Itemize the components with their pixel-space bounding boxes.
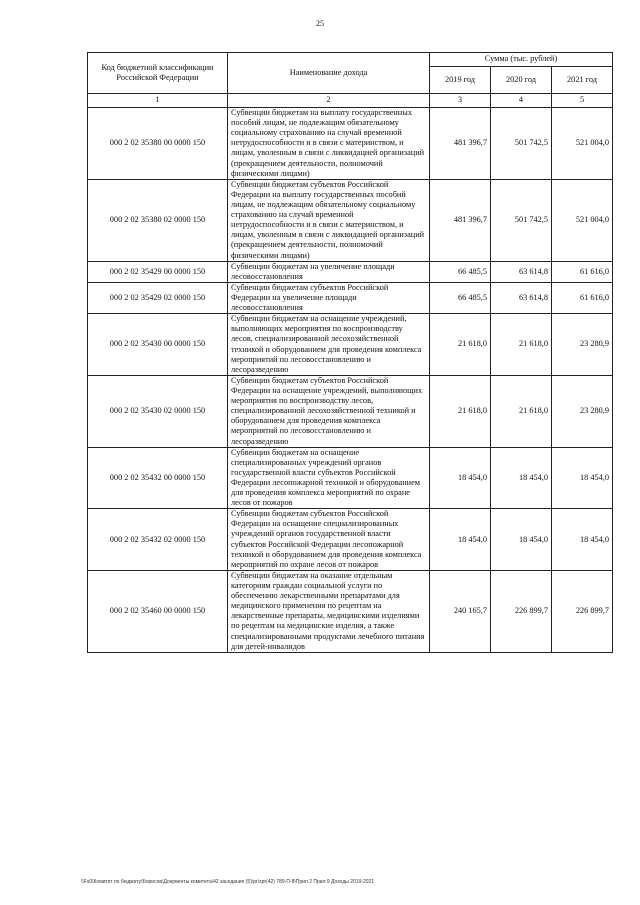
column-number: 5	[552, 94, 613, 108]
row-value-2021: 18 454,0	[552, 447, 613, 509]
row-code: 000 2 02 35429 00 0000 150	[88, 261, 228, 282]
row-value-2021: 226 899,7	[552, 570, 613, 652]
column-number: 3	[430, 94, 491, 108]
row-value-2020: 226 899,7	[491, 570, 552, 652]
row-value-2019: 481 396,7	[430, 108, 491, 180]
row-value-2019: 18 454,0	[430, 447, 491, 509]
file-path-footer: \\Fs0\Комитет по бюджету\Борисов\Документы комитета\42 заседание (5)\pr\zpr(42) 789-П-8\Прил 2 Прил 9 Доходы 2019-2021	[81, 879, 375, 885]
revenue-table	[87, 52, 613, 653]
row-value-2020: 63 614,8	[491, 261, 552, 282]
table-row	[88, 447, 613, 509]
row-code: 000 2 02 35432 00 0000 150	[88, 447, 228, 509]
row-value-2019: 240 165,7	[430, 570, 491, 652]
table-row	[88, 179, 613, 261]
row-name: Субвенции бюджетам на оснащение учреждений, выполняющих мероприятия по воспроизводству лесов, специализированной лесохозяйственной техникой и оборудованием для проведения комплекса мероприятий по лесовосстановлению и лесоразведению	[228, 314, 430, 376]
row-name: Субвенции бюджетам на оснащение специализированных учреждений органов государственной власти субъектов Российской Федерации лесопожарной техникой и оборудованием для проведения комплекса мероприятий по охране лесов от пожаров	[228, 447, 430, 509]
row-value-2019: 21 618,0	[430, 375, 491, 447]
row-value-2021: 61 616,0	[552, 282, 613, 313]
row-name: Субвенции бюджетам на оказание отдельным категориям граждан социальной услуги по обеспечению лекарственными препаратами для медицинского применения по рецептам на лекарственные препараты, медицинскими изделиями по рецептам на медицинские изделия, а также специализированными продуктами лечебного питания для детей-инвалидов	[228, 570, 430, 652]
header-year-2019: 2019 год	[430, 67, 491, 94]
row-value-2019: 21 618,0	[430, 314, 491, 376]
table-row	[88, 108, 613, 180]
header-sum: Сумма (тыс. рублей)	[430, 53, 613, 67]
row-name: Субвенции бюджетам субъектов Российской Федерации на оснащение учреждений, выполняющих мероприятия по воспроизводству лесов, специализированной лесохозяйственной техникой и оборудованием для проведения комплекса мероприятий по лесовосстановлению и лесоразведению	[228, 375, 430, 447]
row-value-2020: 21 618,0	[491, 375, 552, 447]
table-row	[88, 261, 613, 282]
row-value-2021: 23 280,9	[552, 314, 613, 376]
row-name: Субвенции бюджетам субъектов Российской Федерации на увеличение площади лесовосстановления	[228, 282, 430, 313]
row-value-2019: 481 396,7	[430, 179, 491, 261]
row-value-2020: 501 742,5	[491, 179, 552, 261]
header-year-2020: 2020 год	[491, 67, 552, 94]
header-year-2021: 2021 год	[552, 67, 613, 94]
row-value-2021: 521 004,0	[552, 108, 613, 180]
column-number: 2	[228, 94, 430, 108]
row-code: 000 2 02 35460 00 0000 150	[88, 570, 228, 652]
row-code: 000 2 02 35380 02 0000 150	[88, 179, 228, 261]
table-row	[88, 282, 613, 313]
row-value-2020: 18 454,0	[491, 447, 552, 509]
row-value-2021: 18 454,0	[552, 509, 613, 571]
table-row	[88, 509, 613, 571]
table-row	[88, 375, 613, 447]
row-value-2020: 501 742,5	[491, 108, 552, 180]
row-code: 000 2 02 35380 00 0000 150	[88, 108, 228, 180]
row-value-2021: 521 004,0	[552, 179, 613, 261]
row-value-2019: 18 454,0	[430, 509, 491, 571]
row-code: 000 2 02 35430 02 0000 150	[88, 375, 228, 447]
table-row	[88, 314, 613, 376]
row-value-2021: 23 280,9	[552, 375, 613, 447]
row-name: Субвенции бюджетам на увеличение площади лесовосстановления	[228, 261, 430, 282]
column-number: 1	[88, 94, 228, 108]
row-value-2021: 61 616,0	[552, 261, 613, 282]
column-number-row	[88, 94, 613, 108]
row-value-2020: 63 614,8	[491, 282, 552, 313]
column-number: 4	[491, 94, 552, 108]
row-name: Субвенции бюджетам субъектов Российской Федерации на выплату государственных пособий лицам, не подлежащим обязательному социальному страхованию на случай временной нетрудоспособности и в связи с материнством, и лицам, уволенным в связи с ликвидацией организаций (прекращением деятельности, полномочий физическими лицами)	[228, 179, 430, 261]
row-value-2019: 66 485,5	[430, 261, 491, 282]
row-code: 000 2 02 35432 02 0000 150	[88, 509, 228, 571]
row-code: 000 2 02 35430 00 0000 150	[88, 314, 228, 376]
table-row	[88, 570, 613, 652]
header-name: Наименование дохода	[228, 53, 430, 94]
row-value-2020: 18 454,0	[491, 509, 552, 571]
row-value-2020: 21 618,0	[491, 314, 552, 376]
row-name: Субвенции бюджетам субъектов Российской Федерации на оснащение специализированных учреждений органов государственной власти субъектов Российской Федерации лесопожарной техникой и оборудованием для проведения комплекса мероприятий по охране лесов от пожаров	[228, 509, 430, 571]
row-code: 000 2 02 35429 02 0000 150	[88, 282, 228, 313]
row-name: Субвенции бюджетам на выплату государственных пособий лицам, не подлежащим обязательному социальному страхованию на случай временной нетрудоспособности и в связи с материнством, и лицам, уволенным в связи с ликвидацией организаций (прекращением деятельности, полномочий физическими лицами)	[228, 108, 430, 180]
page-number: 25	[316, 19, 324, 28]
header-code: Код бюджетной классификации Российской Федерации	[88, 53, 228, 94]
row-value-2019: 66 485,5	[430, 282, 491, 313]
